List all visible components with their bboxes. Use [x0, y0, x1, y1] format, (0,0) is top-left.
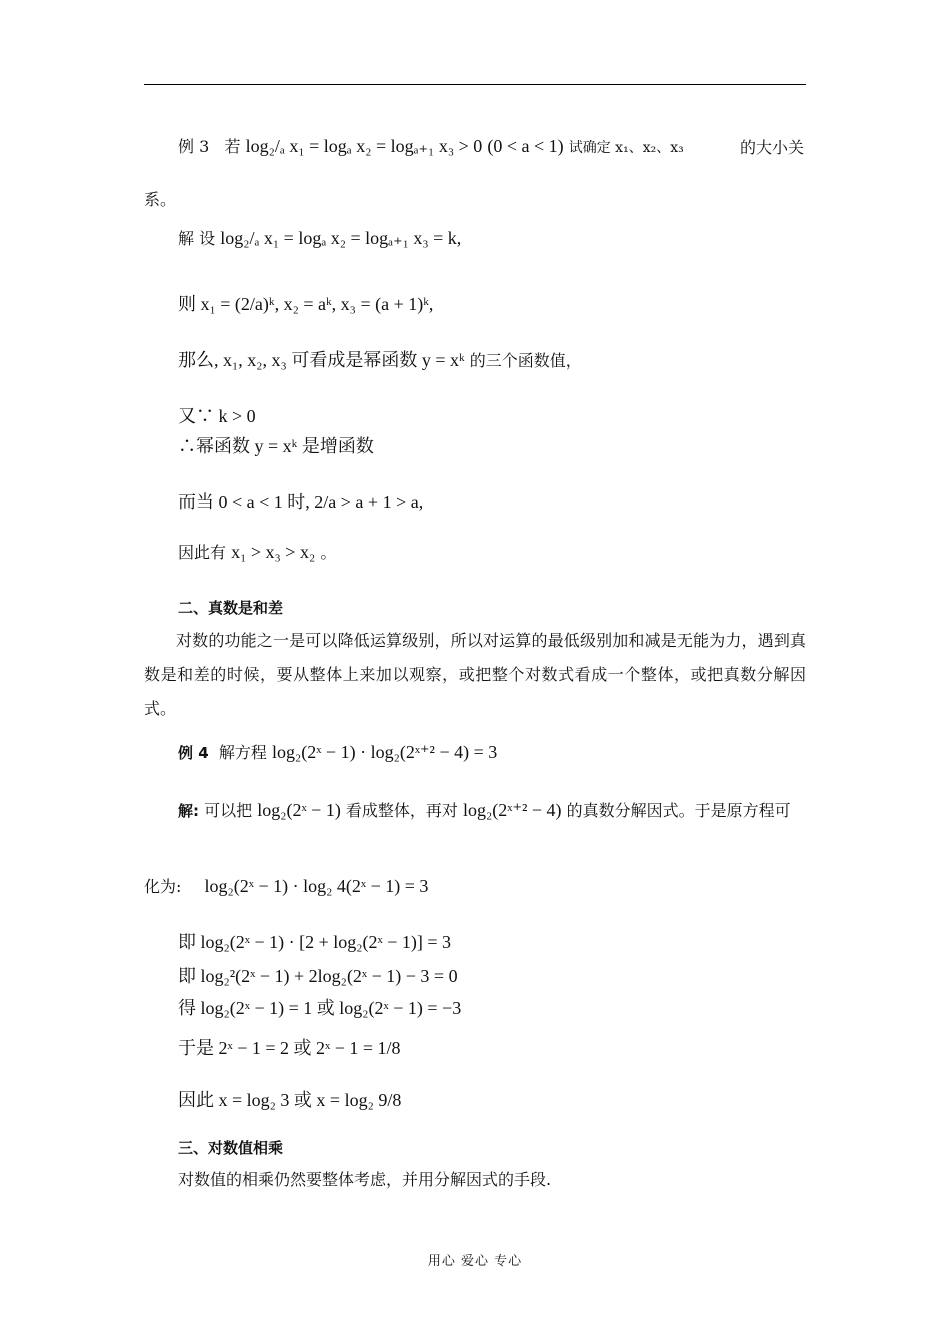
example3-equation: log₂/ₐ x₁ = logₐ x₂ = logₐ₊₁ x₃ > 0: [245, 136, 483, 156]
example3-line: [178, 136, 684, 158]
solution4-step4: 于是 2ˣ − 1 = 2 或 2ˣ − 1 = 1/8: [178, 1038, 401, 1058]
solution4-step3: 得 log₂(2ˣ − 1) = 1 或 log₂(2ˣ − 1) = −3: [178, 998, 462, 1018]
solution4-step1: 即 log₂(2ˣ − 1) · [2 + log₂(2ˣ − 1)] = 3: [178, 932, 452, 952]
section3-heading: 三、对数值相乘: [178, 1139, 284, 1157]
section2-paragraph: 对数的功能之一是可以降低运算级别，所以对运算的最低级别加和减是无能为力，遇到真数是和差的时候，要从整体上来加以观察，或把整个对数式看成一个整体，或把真数分解因式。: [144, 631, 806, 718]
solution3-line7: [178, 542, 336, 563]
solution4-t1: 可以把: [204, 801, 253, 820]
solution3-l7-prefix: 因此有: [178, 543, 227, 562]
example4-equation: log₂(2ˣ − 1) · log₂(2ˣ⁺² − 4) = 3: [271, 742, 498, 762]
page-footer: 用心 爱心 专心: [427, 1254, 523, 1269]
example3-task: 试确定 x₁、x₂、x₃: [568, 140, 684, 156]
example3-if: 若: [224, 137, 241, 156]
solution3-l7-eq: x₁ > x₃ > x₂: [231, 542, 316, 562]
solution4-step5: 因此 x = log₂ 3 或 x = log₂ 9/8: [178, 1090, 402, 1110]
example4-label: 例 4: [178, 744, 209, 762]
section3-paragraph: 对数值的相乘仍然要整体考虑，并用分解因式的手段.: [178, 1170, 552, 1189]
example3-condition: (0 < a < 1): [487, 136, 564, 156]
solution3-line2: 则 x₁ = (2/a)ᵏ, x₂ = aᵏ, x₃ = (a + 1)ᵏ,: [178, 294, 434, 314]
solution4-t2: 看成整体，再对: [345, 801, 458, 820]
example3-task-end: 的大小关: [740, 138, 805, 157]
solution3-line5: ∴幂函数 y = xᵏ 是增函数: [178, 436, 374, 456]
example3-wrap: 系。: [144, 190, 177, 209]
solution3-line3: [178, 350, 582, 371]
solution3-prefix: 解 设: [178, 229, 216, 248]
solution4-wrap-label: 化为:: [144, 877, 182, 896]
solution3-line4: 又∵ k > 0: [178, 406, 256, 426]
solution3-l3-suffix: 的三个函数值，: [469, 351, 582, 370]
solution4-wrap-eq: log₂(2ˣ − 1) · log₂ 4(2ˣ − 1) = 3: [204, 876, 429, 896]
solution4-wrap: [144, 876, 428, 897]
example3-label: 例 3: [178, 137, 210, 156]
solution3-eq1: log₂/ₐ x₁ = logₐ x₂ = logₐ₊₁ x₃ = k,: [220, 228, 462, 248]
example4-line: [178, 742, 497, 763]
solution4-step2: 即 log₂²(2ˣ − 1) + 2log₂(2ˣ − 1) − 3 = 0: [178, 966, 458, 986]
solution4-t3: 的真数分解因式。于是原方程可: [566, 801, 791, 820]
header-rule: [144, 84, 806, 85]
solution3-line6: 而当 0 < a < 1 时, 2/a > a + 1 > a,: [178, 492, 424, 512]
solution4-label: 解:: [178, 802, 199, 820]
solution3-l3-prefix: 那么, x₁, x₂, x₃ 可看成是幂函数 y = xᵏ: [178, 350, 465, 370]
solution3-line1: [178, 228, 461, 249]
solution4-line1: [178, 800, 791, 821]
solution3-l7-suffix: 。: [320, 543, 337, 562]
section2-heading: 二、真数是和差: [178, 599, 284, 617]
example4-text: 解方程: [218, 743, 267, 762]
solution4-e1: log₂(2ˣ − 1): [257, 800, 341, 820]
solution4-e2: log₂(2ˣ⁺² − 4): [463, 800, 562, 820]
